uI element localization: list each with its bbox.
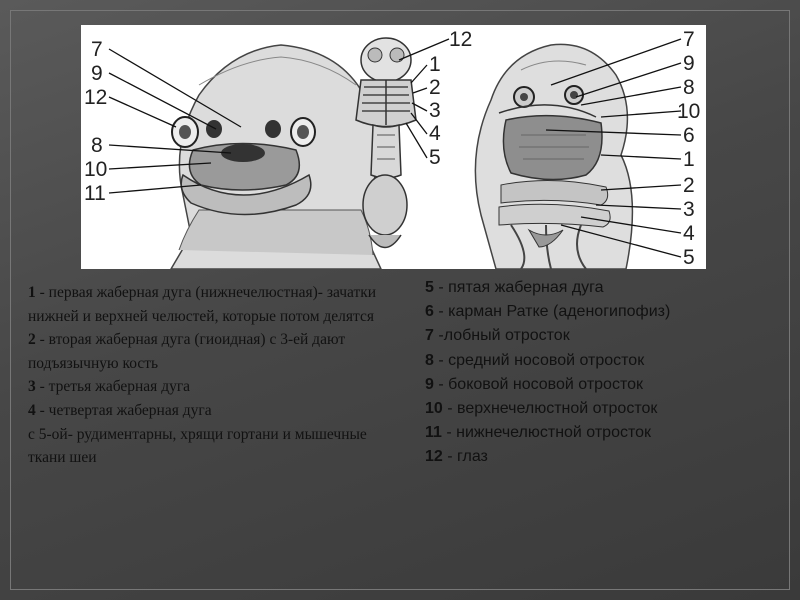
figure-label: 4 (683, 222, 695, 245)
figure-label: 10 (677, 100, 701, 123)
legend-item-separator: - (35, 378, 49, 396)
figure-label: 8 (91, 134, 103, 157)
embryo-figure (81, 25, 706, 269)
figure-label: 12 (449, 28, 473, 51)
legend-item (425, 349, 785, 373)
legend-item-text: -лобный отросток (438, 327, 570, 345)
legend-item (425, 276, 785, 300)
legend-item-text: боковой носовой отросток (448, 375, 643, 393)
legend-item-number: 1 (28, 284, 36, 301)
legend-item-text: пятая жаберная дуга (448, 279, 604, 296)
legend-item (425, 445, 785, 469)
left-embryo-drawing (171, 45, 381, 269)
figure-label: 8 (683, 76, 695, 99)
legend-item-text: третья жаберная дуга (48, 378, 191, 396)
legend-item-number: 11 (425, 424, 442, 442)
figure-label: 3 (683, 198, 695, 221)
legend-item (28, 423, 378, 470)
legend-item-number: 3 (28, 378, 36, 396)
left-number-labels (84, 38, 107, 205)
legend-item-text: четвертая жаберная дуга (48, 401, 212, 419)
legend-item (425, 397, 785, 421)
middle-number-labels (429, 28, 472, 169)
legend-item-separator: - (433, 279, 449, 296)
legend-item-text: глаз (457, 448, 488, 466)
legend-item-text: карман Ратке (аденогипофиз) (448, 303, 671, 321)
figure-label: 10 (84, 158, 108, 181)
legend-item-number: 9 (425, 375, 434, 393)
legend-item-separator: - (442, 400, 458, 418)
legend-item (425, 421, 785, 445)
figure-label: 4 (429, 122, 441, 145)
figure-label: 1 (429, 53, 441, 76)
legend-item (425, 324, 785, 348)
legend-item-text: первая жаберная дуга (нижнечелюстная)- зачатки нижней и верхней челюстей, которые потом делятся (28, 284, 377, 325)
legend-item-number: 6 (425, 303, 434, 321)
legend-item (28, 328, 378, 375)
legend-item (28, 281, 378, 328)
right-embryo-drawing (475, 44, 632, 269)
figure-label: 5 (683, 246, 695, 269)
legend-item (28, 375, 378, 399)
legend-item-separator: - (35, 331, 49, 349)
figure-label: 2 (683, 174, 695, 197)
legend-item-number: 7 (425, 327, 434, 345)
legend-item-separator: - (35, 401, 49, 419)
figure-label: 7 (91, 38, 103, 61)
legend-left (28, 281, 378, 470)
legend-item-number: 4 (28, 401, 36, 419)
figure-label: 6 (683, 124, 695, 147)
figure-label: 11 (84, 182, 106, 205)
legend-item-separator: - (433, 375, 449, 393)
figure-label: 3 (429, 99, 441, 122)
legend-item-number: 12 (425, 448, 443, 466)
figure-label: 9 (91, 62, 103, 85)
legend-item-number: 8 (425, 351, 434, 369)
figure-label: 9 (683, 52, 695, 75)
figure-label: 5 (429, 146, 441, 169)
legend-item-text: средний носовой отросток (448, 351, 645, 369)
embryo-illustration (81, 25, 706, 269)
legend-item (28, 399, 378, 423)
legend-item-number: 2 (28, 331, 36, 349)
legend-item-separator: - (433, 351, 449, 369)
figure-label: 12 (84, 86, 108, 109)
legend-right (425, 276, 785, 470)
legend-item-text: нижнечелюстной отросток (456, 424, 652, 442)
legend-item-text: вторая жаберная дуга (гиоидная) с 3-ей дают подъязычную кость (28, 331, 346, 372)
legend-item (425, 373, 785, 397)
legend-item (425, 300, 785, 324)
legend-item-separator: - (441, 424, 457, 442)
legend-item-text: верхнечелюстной отросток (457, 400, 658, 418)
legend-item-text: с 5-ой- рудиментарны, хрящи гортани и мышечные ткани шеи (28, 425, 367, 467)
figure-label: 1 (683, 148, 695, 171)
legend-item-separator: - (442, 448, 458, 466)
legend-item-separator: - (35, 284, 49, 301)
legend-item-number: 10 (425, 400, 443, 418)
figure-label: 2 (429, 76, 441, 99)
figure-label: 7 (683, 28, 695, 51)
legend-item-separator: - (433, 303, 449, 321)
legend-item-number: 5 (425, 279, 434, 296)
